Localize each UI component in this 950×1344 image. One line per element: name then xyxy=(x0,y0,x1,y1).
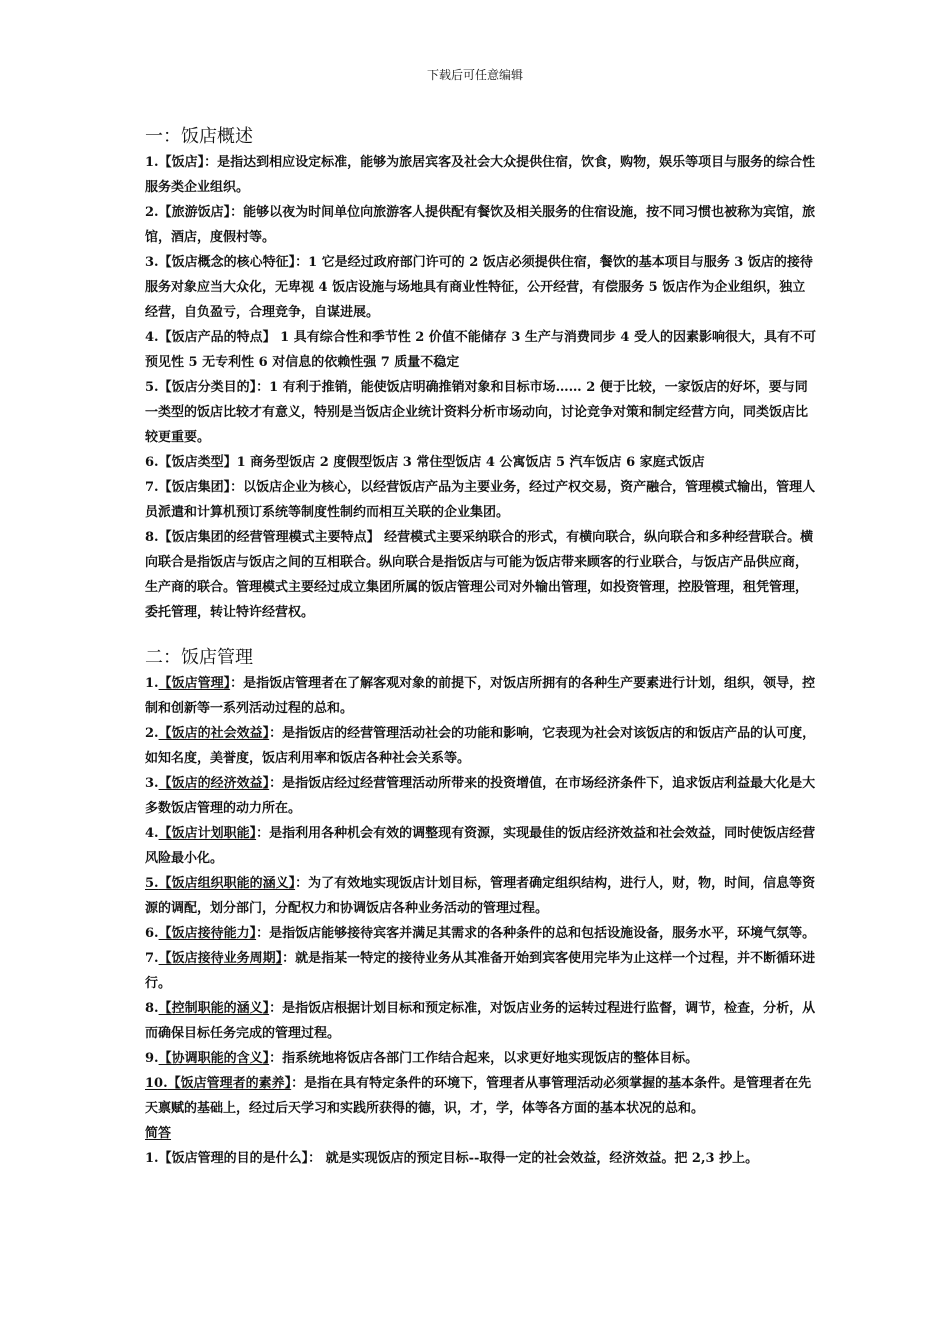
list-item xyxy=(145,525,817,625)
list-item xyxy=(145,475,817,525)
section-title-overview: 一：饭店概述 xyxy=(145,126,253,147)
overview-items xyxy=(145,150,817,625)
item-body: ：是指饭店的经营管理活动社会的功能和影响，它表现为社会对该饭店的和饭店产品的认可度，如知名度，美誉度，饭店利用率和饭店各种社会关系等。 xyxy=(145,726,816,766)
item-body: 1 商务型饭店 2 度假型饭店 3 常住型饭店 4 公寓饭店 5 汽车饭店 6 家庭式饭店 xyxy=(236,455,705,470)
item-body: ：指系统地将饭店各部门工作结合起来，以求更好地实现饭店的整体目标。 xyxy=(269,1051,699,1066)
item-number: 1. xyxy=(145,676,159,691)
section-title-management: 二：饭店管理 xyxy=(145,647,253,668)
item-body: ：能够以夜为时间单位向旅游客人提供配有餐饮及相关服务的住宿设施，按不同习惯也被称为宾馆，旅馆，酒店，度假村等。 xyxy=(145,205,816,245)
item-number: 3. xyxy=(145,776,159,791)
item-body: 经营模式主要采纳联合的形式，有横向联合，纵向联合和多种经营联合。横向联合是指饭店与饭店之间的互相联合。纵向联合是指饭店与可能为饭店带来顾客的行业联合，与饭店产品供应商，生产商的联合。管理模式主要经过成立集团所属的饭店管理公司对外输出管理，如投资管理，控股管理，租凭管理，委托管理，转让特许经营权。 xyxy=(145,530,814,620)
item-term: 【饭店产品的特点】 xyxy=(158,330,276,345)
item-number: 5. xyxy=(145,876,159,891)
item-term: 【饭店概念的核心特征】 xyxy=(158,255,296,270)
item-term: 【饭店的社会效益】 xyxy=(158,726,270,741)
item-number: 9. xyxy=(145,1051,159,1066)
item-term: 【旅游饭店】 xyxy=(158,205,231,220)
item-body: ：是指利用各种机会有效的调整现有资源，实现最佳的饭店经济效益和社会效益，同时使饭店经营风险最小化。 xyxy=(145,826,816,866)
item-number: 8. xyxy=(145,530,159,545)
item-body: 1 具有综合性和季节性 2 价值不能储存 3 生产与消费同步 4 受人的因素影响很大，具有不可预见性 5 无专利性 6 对信息的依赖性强 7 质量不稳定 xyxy=(145,330,816,370)
list-item xyxy=(145,150,817,200)
item-number: 7. xyxy=(145,951,159,966)
item-term: 【饭店类型】 xyxy=(158,455,237,470)
list-item xyxy=(145,821,817,871)
item-term: 【饭店计划职能】 xyxy=(158,826,257,841)
item-number: 2. xyxy=(145,726,159,741)
item-number: 10. xyxy=(145,1076,168,1091)
item-term: 【饭店集团的经营管理模式主要特点】 xyxy=(158,530,380,545)
list-item xyxy=(145,996,817,1046)
item-body: ：是指饭店经过经营管理活动所带来的投资增值，在市场经济条件下，追求饭店利益最大化是大多数饭店管理的动力所在。 xyxy=(145,776,816,816)
list-item xyxy=(145,325,817,375)
item-term: 【饭店组织职能的涵义】 xyxy=(158,876,296,891)
page-header: 下载后可任意编辑 xyxy=(426,68,523,82)
subheading-text: 简答 xyxy=(145,1126,172,1141)
item-body: ：是指饭店根据计划目标和预定标准，对饭店业务的运转过程进行监督，调节，检查，分析，从而确保目标任务完成的管理过程。 xyxy=(145,1001,816,1041)
item-term: 【协调职能的含义】 xyxy=(158,1051,270,1066)
list-item xyxy=(145,946,817,996)
list-item xyxy=(145,1071,817,1121)
qa-item xyxy=(145,1146,817,1171)
management-items xyxy=(145,671,817,1121)
item-body: ：是指在具有特定条件的环境下，管理者从事管理活动必须掌握的基本条件。是管理者在先天禀赋的基础上，经过后天学习和实践所获得的德，识，才，学，体等各方面的基本状况的总和。 xyxy=(145,1076,812,1116)
list-item xyxy=(145,921,817,946)
item-term: 【控制职能的涵义】 xyxy=(158,1001,270,1016)
item-term: 【饭店集团】 xyxy=(158,480,231,495)
item-term: 【饭店管理者的素养】 xyxy=(167,1076,292,1091)
item-body: ：就是指某一特定的接待业务从其准备开始到宾客使用完毕为止这样一个过程，并不断循环进行。 xyxy=(145,951,816,991)
item-term: 【饭店管理】 xyxy=(158,676,231,691)
item-term: 【饭店管理的目的是什么】 xyxy=(158,1151,309,1166)
item-number: 3. xyxy=(145,255,159,270)
list-item xyxy=(145,871,817,921)
list-item xyxy=(145,375,817,450)
list-item xyxy=(145,250,817,325)
item-term: 【饭店接待业务周期】 xyxy=(158,951,283,966)
item-number: 1. xyxy=(145,155,159,170)
list-item xyxy=(145,721,817,771)
subheading-short-answer xyxy=(145,1121,817,1146)
item-body: ：以饭店企业为核心，以经营饭店产品为主要业务，经过产权交易，资产融合，管理模式输出，管理人员派遣和计算机预订系统等制度性制约而相互关联的企业集团。 xyxy=(145,480,816,520)
item-number: 8. xyxy=(145,1001,159,1016)
list-item xyxy=(145,450,817,475)
item-body: ：1 它是经过政府部门许可的 2 饭店必须提供住宿，餐饮的基本项目与服务 3 饭店的接待服务对象应当大众化，无卑视 4 饭店设施与场地具有商业性特征，公开经营，有偿服务 5 饭店作为企业组织，独立经营，自负盈亏，合理竞争，自谋进展。 xyxy=(145,255,813,320)
item-number: 1. xyxy=(145,1151,159,1166)
item-body: ：为了有效地实现饭店计划目标，管理者确定组织结构，进行人，财，物，时间，信息等资源的调配，划分部门，分配权力和协调饭店各种业务活动的管理过程。 xyxy=(145,876,816,916)
list-item xyxy=(145,771,817,821)
document-body xyxy=(145,124,817,1171)
item-number: 4. xyxy=(145,330,159,345)
item-number: 7. xyxy=(145,480,159,495)
item-body: ：1 有利于推销，能使饭店明确推销对象和目标市场…… 2 便于比较，一家饭店的好坏，要与同一类型的饭店比较才有意义，特别是当饭店企业统计资料分析市场动向，讨论竞争对策和制定经营方向，同类饭店比较更重要。 xyxy=(145,380,809,445)
item-number: 4. xyxy=(145,826,159,841)
item-term: 【饭店分类目的】 xyxy=(158,380,257,395)
item-number: 2. xyxy=(145,205,159,220)
item-body: ：是指饭店管理者在了解客观对象的前提下，对饭店所拥有的各种生产要素进行计划，组织，领导，控制和创新等一系列活动过程的总和。 xyxy=(145,676,816,716)
item-number: 5. xyxy=(145,380,159,395)
item-term: 【饭店接待能力】 xyxy=(158,926,257,941)
item-term: 【饭店】 xyxy=(158,155,205,170)
list-item xyxy=(145,200,817,250)
item-number: 6. xyxy=(145,926,159,941)
item-term: 【饭店的经济效益】 xyxy=(158,776,270,791)
item-number: 6. xyxy=(145,455,159,470)
item-body: ：是指饭店能够接待宾客并满足其需求的各种条件的总和包括设施设备，服务水平，环境气氛等。 xyxy=(256,926,816,941)
item-body: ： 就是实现饭店的预定目标--取得一定的社会效益，经济效益。把 2,3 抄上。 xyxy=(308,1151,759,1166)
item-body: ：是指达到相应设定标准，能够为旅居宾客及社会大众提供住宿，饮食，购物，娱乐等项目与服务的综合性服务类企业组织。 xyxy=(145,155,816,195)
list-item xyxy=(145,1046,817,1071)
list-item xyxy=(145,671,817,721)
